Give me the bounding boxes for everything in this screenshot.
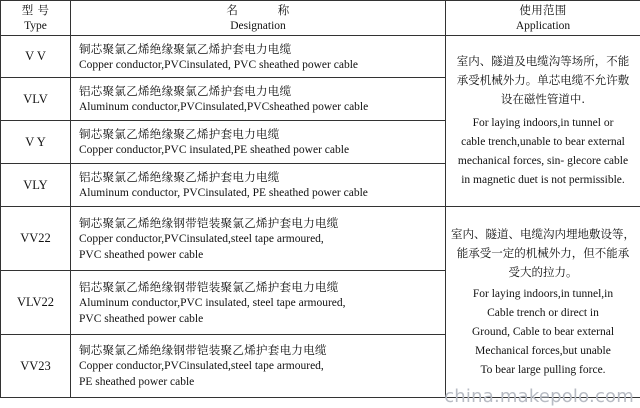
type-cell: VLV: [1, 78, 71, 121]
header-designation: [71, 1, 446, 36]
designation-zh: 铝芯聚氯乙烯绝缘聚乙烯护套电力电缆: [79, 170, 280, 184]
header-type-en: Type: [24, 19, 47, 32]
designation-zh: 铜芯聚氯乙烯绝缘聚氯乙烯护套电力电缆: [79, 41, 292, 56]
type-cell: V Y: [1, 121, 71, 164]
application-zh-line: 设在磁性管道中.: [500, 92, 586, 106]
watermark: china.makepolo.com: [444, 386, 634, 407]
designation-zh: 铜芯聚氯乙烯绝缘钢带铠装聚乙烯护套电力电缆: [79, 343, 327, 357]
header-type-zh: 型 号: [21, 2, 50, 17]
application-en-line: For laying indoors,in tunnel,in: [472, 287, 614, 300]
application-zh-line: 承受机械外力。单芯电缆不允许敷: [456, 73, 630, 87]
table-row: [1, 207, 640, 271]
application-en-line: To bear large pulling force.: [480, 363, 606, 376]
header-application-zh: 使用范围: [519, 2, 567, 17]
application-cell: [446, 36, 640, 207]
type-cell: VLV22: [1, 271, 71, 335]
designation-en: Aluminum conductor, PVCinsulated, PE sheathed power cable: [79, 187, 368, 199]
designation-zh: 铜芯聚氯乙烯绝缘聚乙烯护套电力电缆: [79, 127, 280, 141]
designation-cell: [71, 78, 446, 121]
designation-cell: [71, 121, 446, 164]
application-cell: [446, 207, 640, 398]
designation-cell: [71, 207, 446, 271]
header-type: [1, 1, 71, 36]
designation-en: Aluminum conductor,PVC insulated, steel tape armoured,: [79, 296, 346, 309]
table-row: [1, 36, 640, 78]
designation-en: Copper conductor,PVCinsulated,steel tape armoured,: [79, 232, 324, 245]
designation-en: PVC sheathed power cable: [79, 312, 204, 325]
application-zh-line: 受大的拉力。: [508, 264, 578, 279]
designation-zh: 铝芯聚氯乙烯绝缘聚氯乙烯护套电力电缆: [79, 84, 292, 98]
application-en-line: mechanical forces, sin- glecore cable: [457, 155, 629, 167]
header-application: [446, 1, 640, 36]
designation-cell: [71, 164, 446, 207]
application-en-line: For laying indoors,in tunnel or: [472, 117, 614, 129]
application-en-line: Ground, Cable to bear external: [471, 325, 615, 338]
header-designation-zh: 名 称: [226, 2, 290, 17]
designation-zh: 铝芯聚氯乙烯绝缘钢带铠装聚氯乙烯护套电力电缆: [79, 279, 339, 294]
application-zh-line: 室内、隧道及电缆沟等场所，不能: [456, 54, 630, 68]
designation-en: Aluminum conductor,PVCinsulated,PVCsheathed power cable: [79, 101, 369, 113]
type-cell: V V: [1, 36, 71, 78]
designation-cell: [71, 335, 446, 398]
application-zh-line: 室内、隧道、电缆沟内埋地敷设等，: [451, 226, 635, 241]
type-cell: VV23: [1, 335, 71, 398]
designation-zh: 铜芯聚氯乙烯绝缘钢带铠装聚氯乙烯护套电力电缆: [79, 215, 339, 230]
header-designation-en: Designation: [230, 19, 286, 32]
designation-en: Copper conductor,PVCinsulated,steel tape armoured,: [79, 360, 324, 372]
application-en-line: Mechanical forces,but unable: [475, 344, 611, 357]
designation-en: Copper conductor,PVC insulated,PE sheathed power cable: [79, 144, 350, 156]
application-en-line: Cable trench or direct in: [487, 306, 599, 319]
application-en-line: cable trench,unable to bear external: [461, 136, 625, 148]
header-row: [1, 1, 640, 36]
designation-en: PVC sheathed power cable: [79, 248, 204, 261]
designation-en: Copper conductor,PVCinsulated, PVC sheathed power cable: [79, 58, 358, 71]
header-application-en: Application: [515, 19, 571, 32]
application-en-line: in magnetic duet is not permissible.: [461, 174, 625, 186]
type-cell: VV22: [1, 207, 71, 271]
designation-en: PE sheathed power cable: [79, 376, 195, 388]
application-zh-line: 能承受一定的机械外力，但不能承: [456, 245, 630, 260]
type-cell: VLY: [1, 164, 71, 207]
designation-cell: [71, 36, 446, 78]
designation-cell: [71, 271, 446, 335]
